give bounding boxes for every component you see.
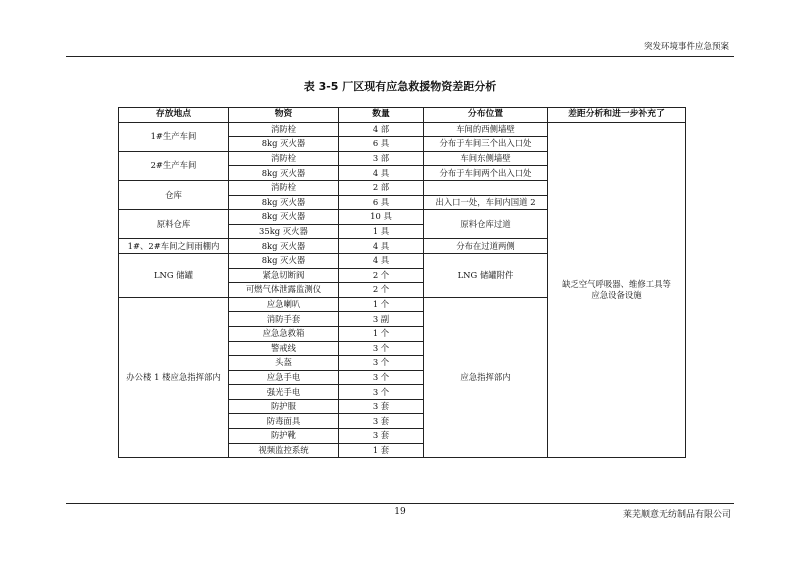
quantity-cell: 3 套 <box>339 399 424 414</box>
quantity-cell: 2 个 <box>339 268 424 283</box>
quantity-cell: 3 个 <box>339 356 424 371</box>
position-cell: LNG 储罐附件 <box>424 253 548 297</box>
position-cell: 车间东侧墙壁 <box>424 151 548 166</box>
item-cell: 消防栓 <box>229 151 339 166</box>
position-cell: 分布于车间三个出入口处 <box>424 137 548 152</box>
quantity-cell: 3 副 <box>339 312 424 327</box>
quantity-cell: 2 个 <box>339 283 424 298</box>
position-cell: 出入口一处，车间内国道 2 <box>424 195 548 210</box>
table-row <box>119 122 686 137</box>
document-header-title: 突发环境事件应急预案 <box>643 42 729 52</box>
quantity-cell: 4 部 <box>339 122 424 137</box>
location-cell: 2#生产车间 <box>119 151 229 180</box>
emergency-supplies-table <box>118 107 686 458</box>
gap-analysis-text: 缺乏空气呼吸器、维修工具等应急设备设施 <box>562 278 671 300</box>
quantity-cell: 4 具 <box>339 166 424 181</box>
item-cell: 8kg 灭火器 <box>229 210 339 225</box>
item-cell: 应急急救箱 <box>229 326 339 341</box>
location-cell: 1#生产车间 <box>119 122 229 151</box>
quantity-cell: 6 具 <box>339 137 424 152</box>
page-number: 19 <box>394 507 406 517</box>
table-header-row <box>119 108 686 123</box>
item-cell: 消防栓 <box>229 122 339 137</box>
quantity-cell: 3 个 <box>339 385 424 400</box>
quantity-cell: 10 具 <box>339 210 424 225</box>
footer-divider <box>66 503 734 504</box>
quantity-cell: 2 部 <box>339 180 424 195</box>
quantity-cell: 6 具 <box>339 195 424 210</box>
quantity-cell: 3 个 <box>339 370 424 385</box>
column-header: 分布位置 <box>424 108 548 123</box>
position-cell: 分布于车间两个出入口处 <box>424 166 548 181</box>
quantity-cell: 1 个 <box>339 326 424 341</box>
quantity-cell: 1 个 <box>339 297 424 312</box>
item-cell: 8kg 灭火器 <box>229 239 339 254</box>
item-cell: 紧急切断阀 <box>229 268 339 283</box>
location-cell: 原料仓库 <box>119 210 229 239</box>
item-cell: 可燃气体泄露监测仪 <box>229 283 339 298</box>
item-cell: 防护服 <box>229 399 339 414</box>
position-cell: 分布在过道两侧 <box>424 239 548 254</box>
item-cell: 应急手电 <box>229 370 339 385</box>
location-cell: 1#、2#车间之间雨棚内 <box>119 239 229 254</box>
item-cell: 消防手套 <box>229 312 339 327</box>
item-cell: 应急喇叭 <box>229 297 339 312</box>
quantity-cell: 3 部 <box>339 151 424 166</box>
item-cell: 防护靴 <box>229 429 339 444</box>
quantity-cell: 3 套 <box>339 414 424 429</box>
item-cell: 强光手电 <box>229 385 339 400</box>
column-header: 存放地点 <box>119 108 229 123</box>
location-cell: 仓库 <box>119 180 229 209</box>
position-cell <box>424 180 548 195</box>
header-divider <box>66 56 734 57</box>
location-cell: 办公楼 1 楼应急指挥部内 <box>119 297 229 458</box>
item-cell: 35kg 灭火器 <box>229 224 339 239</box>
item-cell: 8kg 灭火器 <box>229 166 339 181</box>
quantity-cell: 4 具 <box>339 253 424 268</box>
position-cell: 车间的西侧墙壁 <box>424 122 548 137</box>
quantity-cell: 3 个 <box>339 341 424 356</box>
item-cell: 8kg 灭火器 <box>229 195 339 210</box>
position-cell: 应急指挥部内 <box>424 297 548 458</box>
quantity-cell: 3 套 <box>339 429 424 444</box>
column-header: 物资 <box>229 108 339 123</box>
item-cell: 消防栓 <box>229 180 339 195</box>
item-cell: 8kg 灭火器 <box>229 137 339 152</box>
column-header: 数量 <box>339 108 424 123</box>
quantity-cell: 4 具 <box>339 239 424 254</box>
column-header: 差距分析和进一步补充了 <box>548 108 686 123</box>
table-title: 表 3-5 厂区现有应急救援物资差距分析 <box>303 80 497 93</box>
company-name: 莱芜顺意无纺制品有限公司 <box>622 510 731 520</box>
quantity-cell: 1 套 <box>339 443 424 458</box>
item-cell: 8kg 灭火器 <box>229 253 339 268</box>
quantity-cell: 1 具 <box>339 224 424 239</box>
gap-analysis-cell <box>548 122 686 458</box>
item-cell: 头盔 <box>229 356 339 371</box>
item-cell: 视频监控系统 <box>229 443 339 458</box>
item-cell: 防毒面具 <box>229 414 339 429</box>
location-cell: LNG 储罐 <box>119 253 229 297</box>
item-cell: 警戒线 <box>229 341 339 356</box>
position-cell: 原料仓库过道 <box>424 210 548 239</box>
